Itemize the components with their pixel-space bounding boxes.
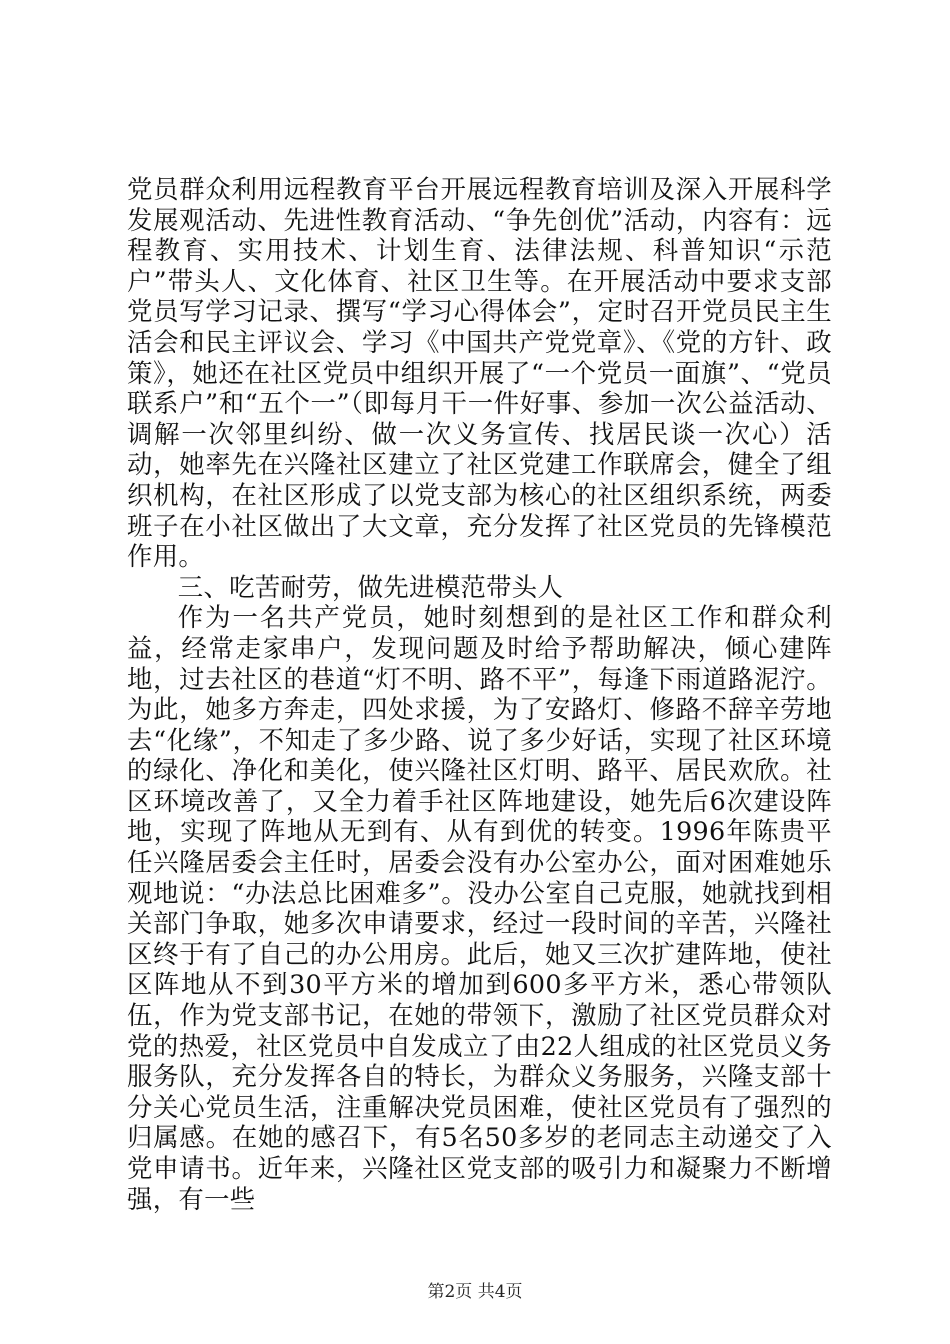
paragraph-1: 党员群众利用远程教育平台开展远程教育培训及深入开展科学发展观活动、先进性教育活动、“争先创优”活动，内容有：远程教育、实用技术、计划生育、法律法规、科普知识“示范户”带头人、文化体育、社区卫生等。在开展活动中要求支部党员写学习记录、撰写“学习心得体会”，定时召开党员民主生活会和民主评议会、学习《中国共产党党章》、《党的方针、政策》，她还在社区党员中组织开展了“一个党员一面旗”、“党员联系户”和“五个一”（即每月干一件好事、参加一次公益活动、调解一次邻里纠纷、做一次义务宣传、找居民谈一次心）活动，她率先在兴隆社区建立了社区党建工作联席会，健全了组织机构，在社区形成了以党支部为核心的社区组织系统，两委班子在小社区做出了大文章，充分发挥了社区党员的先锋模范作用。: [127, 174, 832, 572]
page-number-footer: 第2页 共4页: [427, 1282, 523, 1302]
section-heading-3: 三、吃苦耐劳，做先进模范带头人: [177, 571, 564, 602]
document-body: [127, 174, 832, 1214]
paragraph-3: 作为一名共产党员，她时刻想到的是社区工作和群众利益，经常走家串户，发现问题及时给予帮助解决，倾心建阵地，过去社区的巷道“灯不明、路不平”，每逢下雨道路泥泞。为此，她多方奔走，四处求援，为了安路灯、修路不辞辛劳地去“化缘”，不知走了多少路、说了多少好话，实现了社区环境的绿化、净化和美化，使兴隆社区灯明、路平、居民欢欣。社区环境改善了，又全力着手社区阵地建设，她先后6次建设阵地，实现了阵地从无到有、从有到优的转变。1996年陈贵平任兴隆居委会主任时，居委会没有办公室办公，面对困难她乐观地说：“办法总比困难多”。没办公室自己克服，她就找到相关部门争取，她多次申请要求，经过一段时间的辛苦，兴隆社区终于有了自己的办公用房。此后，她又三次扩建阵地，使社区阵地从不到30平方米的增加到600多平方米，悉心带领队伍，作为党支部书记，在她的带领下，激励了社区党员群众对党的热爱，社区党员中自发成立了由22人组成的社区党员义务服务队，充分发挥各自的特长，为群众义务服务，兴隆支部十分关心党员生活，注重解决党员困难，使社区党员有了强烈的归属感。在她的感召下，有5名50多岁的老同志主动递交了入党申请书。近年来，兴隆社区党支部的吸引力和凝聚力不断增强，有一些: [127, 602, 832, 1214]
